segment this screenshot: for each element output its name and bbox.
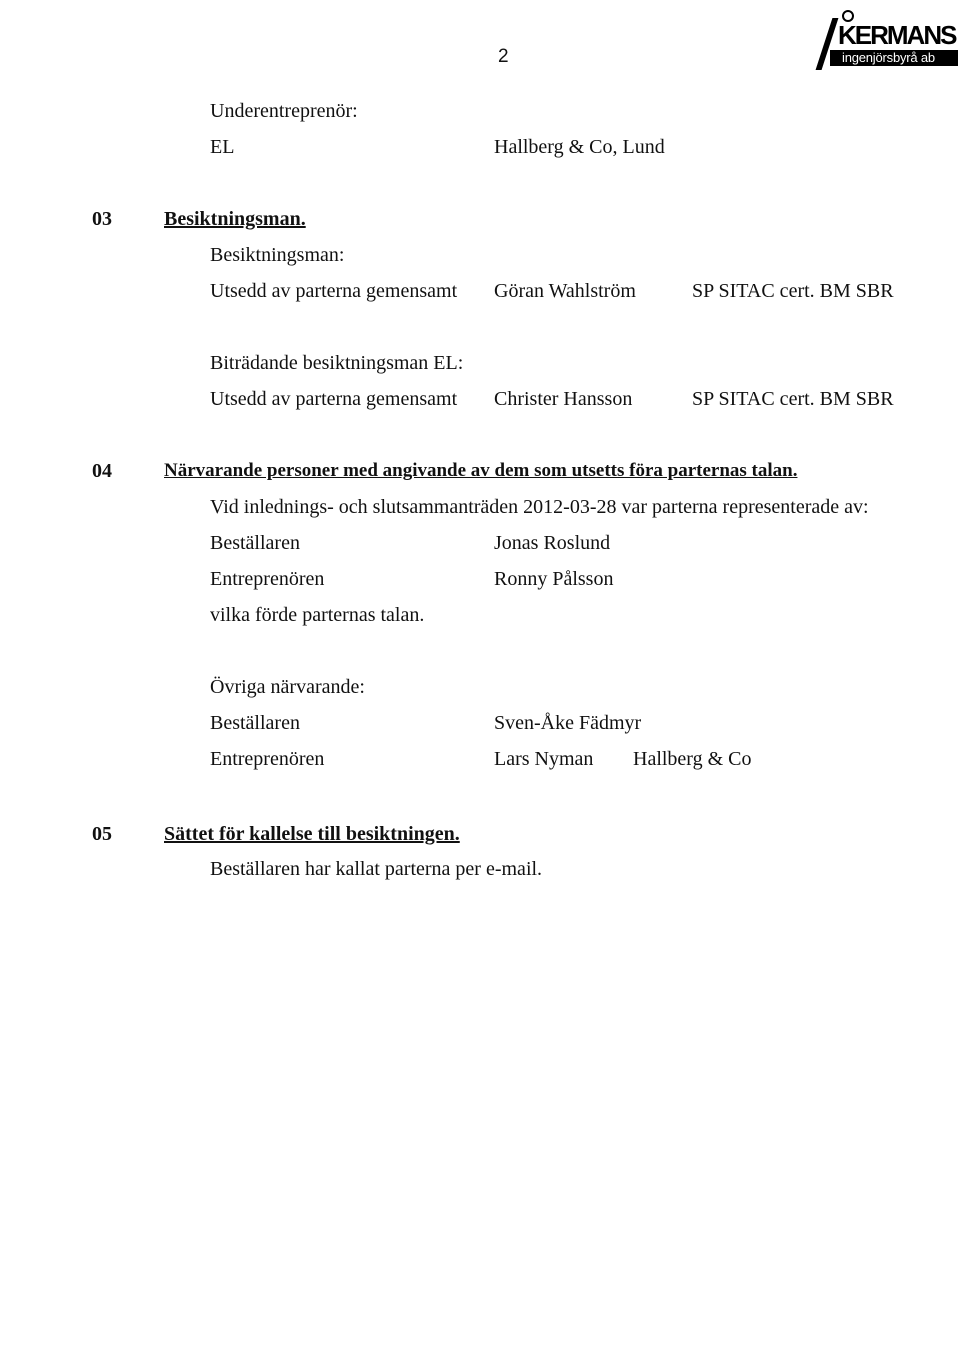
other-company-contractor: Hallberg & Co: [633, 748, 752, 770]
rep-role-client: Beställaren: [210, 532, 300, 554]
other-role-contractor: Entreprenören: [210, 748, 325, 770]
rep-role-contractor: Entreprenören: [210, 568, 325, 590]
section-05-title: Sättet för kallelse till besiktningen.: [164, 823, 460, 845]
inspector-name: Göran Wahlström: [494, 280, 636, 302]
other-name-client: Sven-Åke Fädmyr: [494, 712, 642, 734]
subcontractor-heading: Underentreprenör:: [210, 100, 358, 122]
assistant-inspector-name: Christer Hansson: [494, 388, 633, 410]
section-05-number: 05: [92, 823, 112, 845]
logo-subtitle: ingenjörsbyrå ab: [842, 50, 935, 65]
others-label: Övriga närvarande:: [210, 676, 365, 698]
inspector-cert: SP SITAC cert. BM SBR: [692, 280, 894, 302]
section-04-intro: Vid inlednings- och slutsammanträden 2012-03-28 var parterna representerade av:: [210, 496, 869, 518]
inspector-label: Besiktningsman:: [210, 244, 345, 266]
section-03-number: 03: [92, 208, 112, 230]
inspector-role: Utsedd av parterna gemensamt: [210, 280, 458, 302]
rep-name-client: Jonas Roslund: [494, 532, 611, 554]
section-05-text: Beställaren har kallat parterna per e-mail.: [210, 858, 543, 880]
assistant-inspector-cert: SP SITAC cert. BM SBR: [692, 388, 894, 410]
assistant-inspector-role: Utsedd av parterna gemensamt: [210, 388, 458, 410]
assistant-inspector-label: Biträdande besiktningsman EL:: [210, 352, 464, 374]
rep-name-contractor: Ronny Pålsson: [494, 568, 614, 590]
other-role-client: Beställaren: [210, 712, 300, 734]
section-04-number: 04: [92, 460, 112, 482]
section-04-closing: vilka förde parternas talan.: [210, 604, 425, 626]
section-03-title: Besiktningsman.: [164, 208, 306, 230]
page-number: 2: [498, 46, 509, 67]
other-name-contractor: Lars Nyman: [494, 748, 594, 770]
logo-name: KERMANS: [838, 20, 956, 50]
subcontractor-company: Hallberg & Co, Lund: [494, 136, 665, 158]
section-04-title: Närvarande personer med angivande av dem som utsetts föra parternas talan.: [164, 460, 798, 481]
subcontractor-type: EL: [210, 136, 235, 158]
company-logo: [816, 6, 960, 80]
